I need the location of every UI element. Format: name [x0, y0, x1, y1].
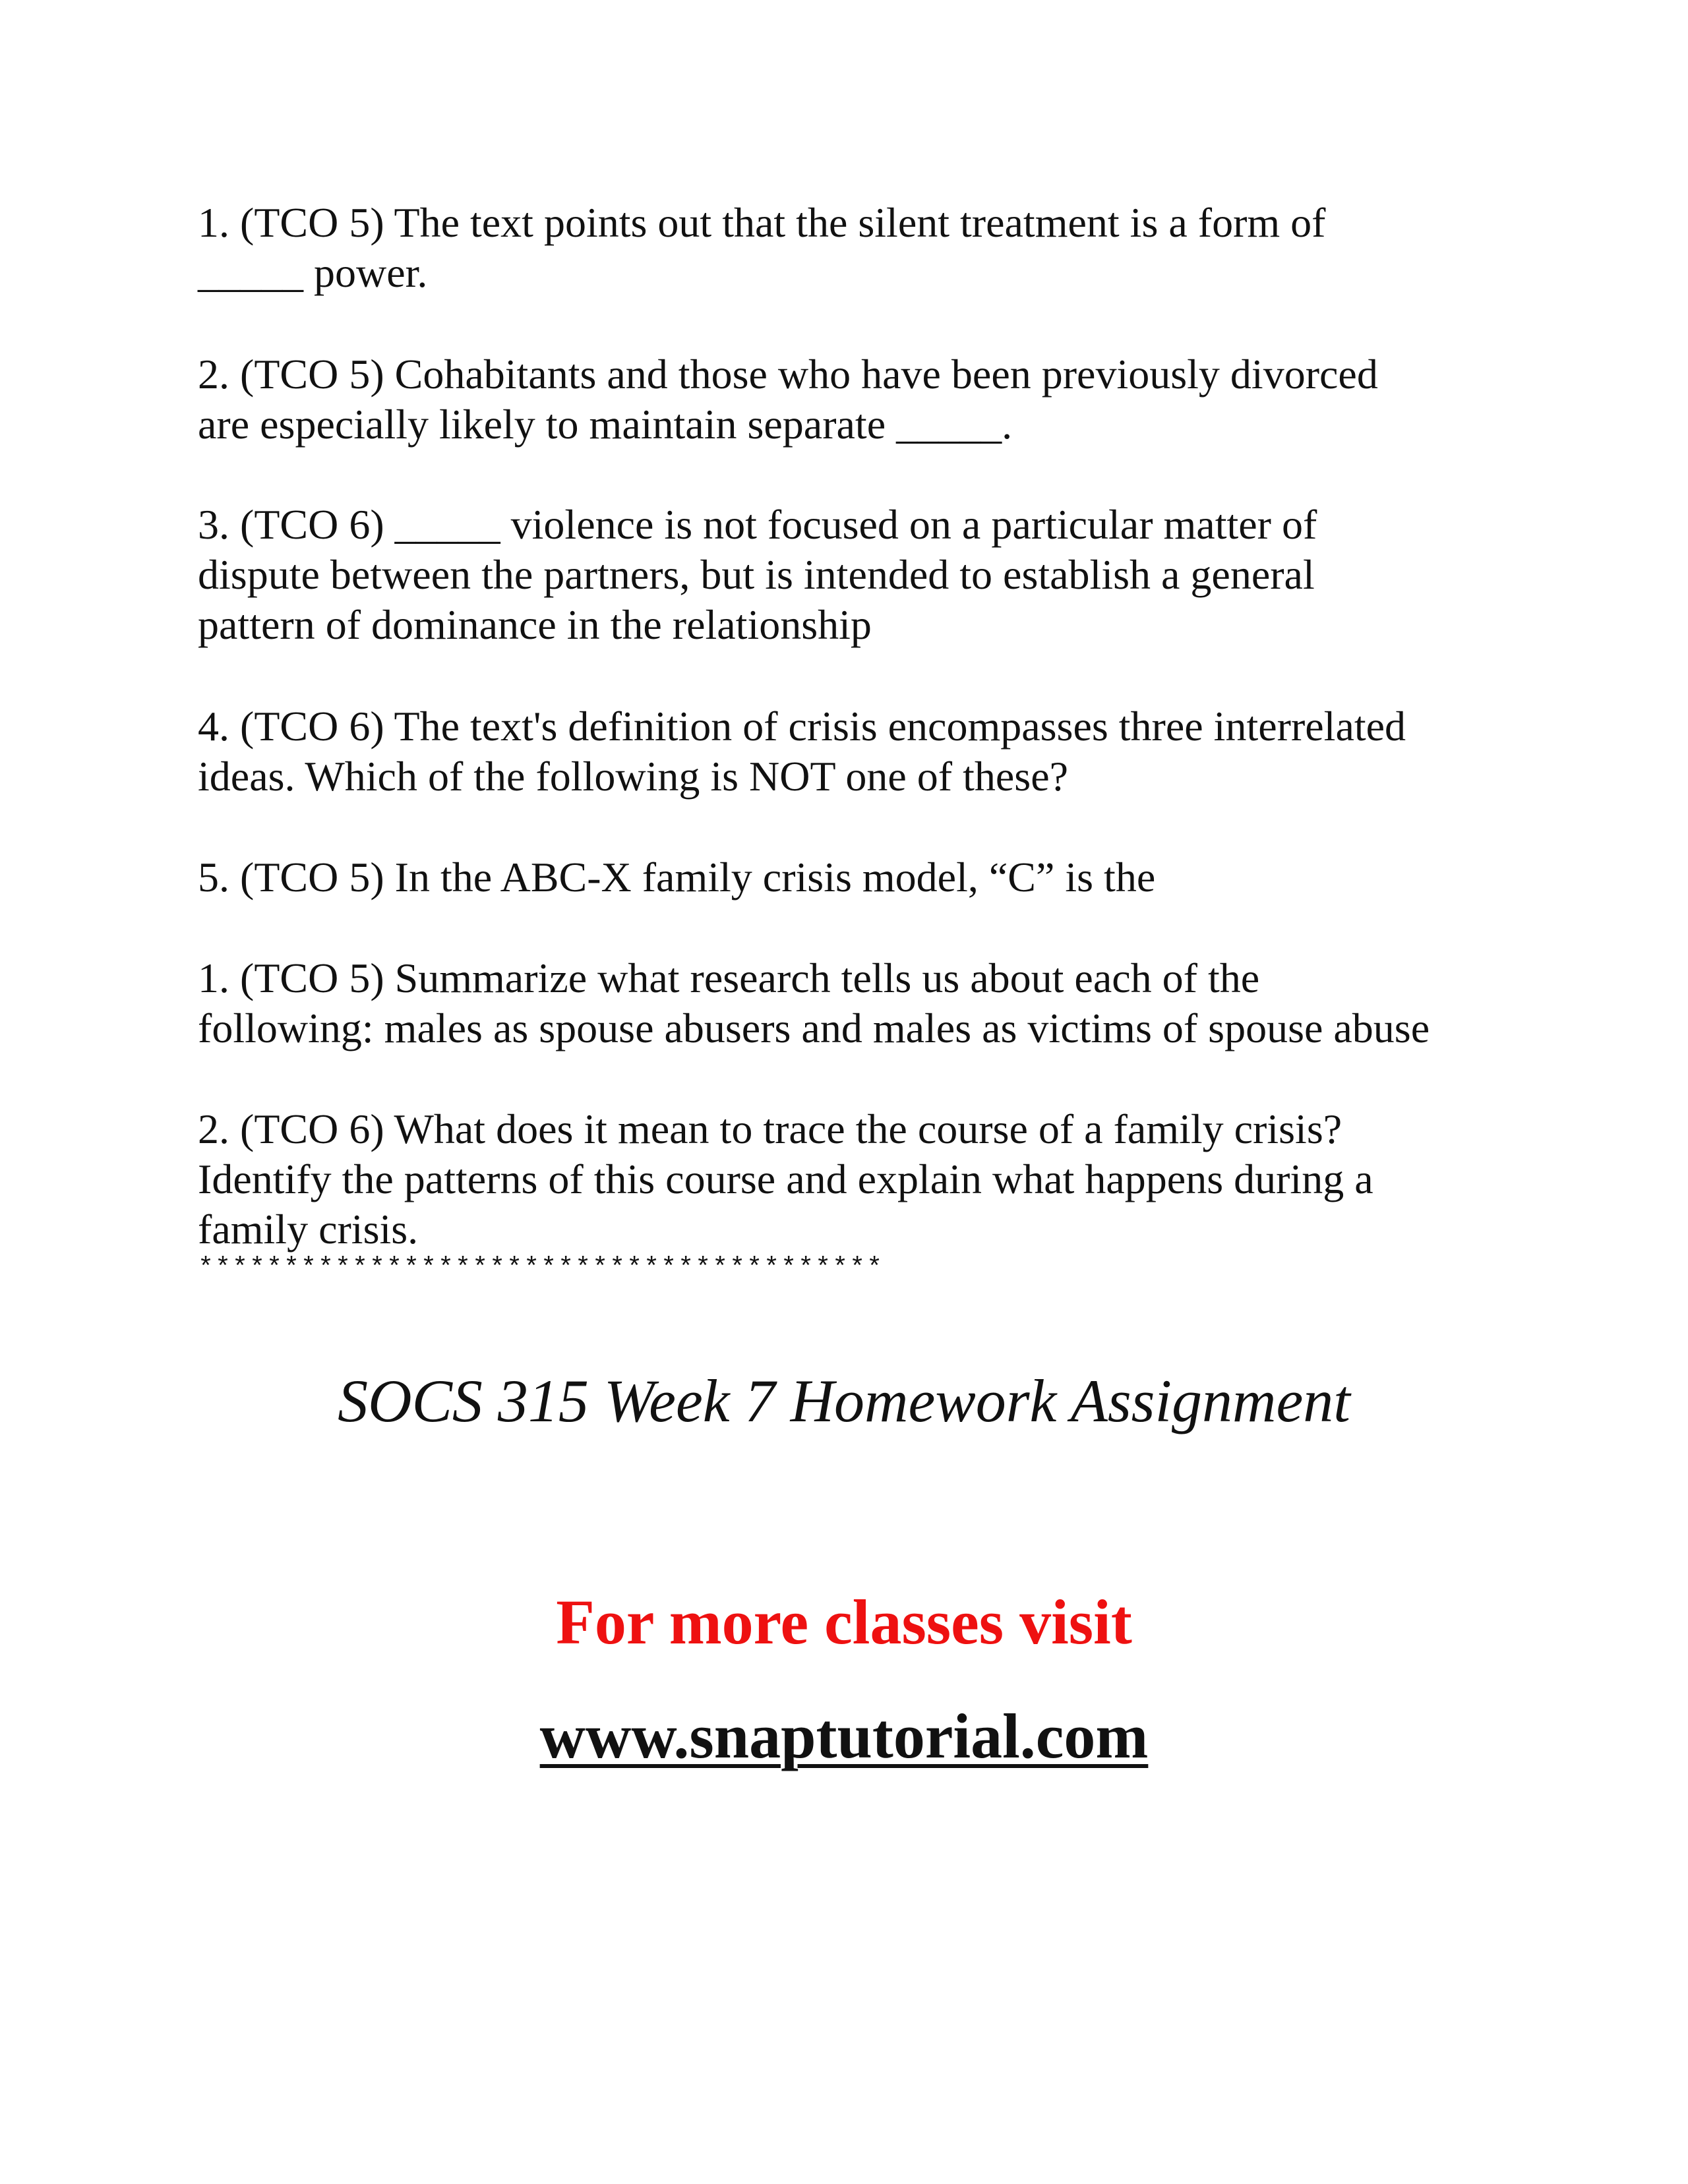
question-4: 4. (TCO 6) The text's definition of crisis encompasses three interrelated ideas. Which of the following is NOT one of these?	[198, 703, 1406, 800]
website-link[interactable]: www.snaptutorial.com	[539, 1701, 1149, 1771]
assignment-title: SOCS 315 Week 7 Homework Assignment	[338, 1367, 1350, 1434]
question-1: 1. (TCO 5) The text points out that the silent treatment is a form of _____ power.	[198, 199, 1326, 296]
separator: ****************************************	[198, 1254, 884, 1284]
essay-question-2: 2. (TCO 6) What does it mean to trace the course of a family crisis? Identify the patterns of this course and explain what happens during a family crisis.	[198, 1106, 1373, 1253]
question-5: 5. (TCO 5) In the ABC-X family crisis model, “C” is the	[198, 854, 1156, 900]
essay-question-1: 1. (TCO 5) Summarize what research tells us about each of the following: males as spouse abusers and males as victims of spouse abuse	[198, 955, 1430, 1051]
question-2: 2. (TCO 5) Cohabitants and those who have been previously divorced are especially likely to maintain separate _____.	[198, 351, 1378, 448]
question-3: 3. (TCO 6) _____ violence is not focused on a particular matter of dispute between the partners, but is intended to establish a general pattern of dominance in the relationship	[198, 501, 1317, 648]
promo-text: For more classes visit	[556, 1587, 1132, 1657]
website-link-container	[0, 1699, 1688, 1773]
